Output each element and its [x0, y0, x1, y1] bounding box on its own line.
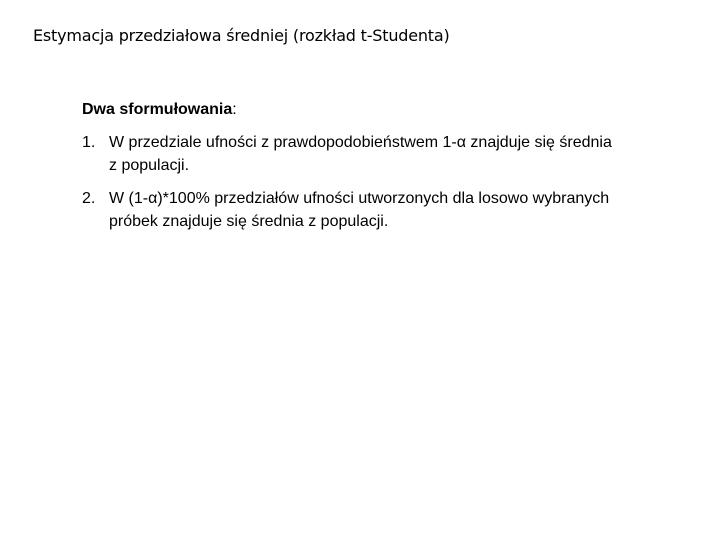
slide-content — [82, 98, 622, 243]
list-item-text: W przedziale ufności z prawdopodobieństwem 1-α znajduje się średnia z populacji. — [109, 134, 612, 174]
formulation-list — [82, 131, 622, 233]
list-item — [82, 131, 622, 177]
list-item-number: 2. — [82, 190, 96, 207]
content-heading — [82, 98, 622, 121]
list-item-number: 1. — [82, 134, 96, 151]
heading-bold-text: Dwa sformułowania — [82, 101, 233, 118]
list-item-text: W (1-α)*100% przedziałów ufności utworzonych dla losowo wybranych próbek znajduje się średnia z populacji. — [109, 190, 610, 230]
list-item — [82, 187, 622, 233]
heading-colon: : — [232, 101, 237, 118]
slide-title: Estymacja przedziałowa średniej (rozkład t-Studenta) — [33, 26, 450, 45]
